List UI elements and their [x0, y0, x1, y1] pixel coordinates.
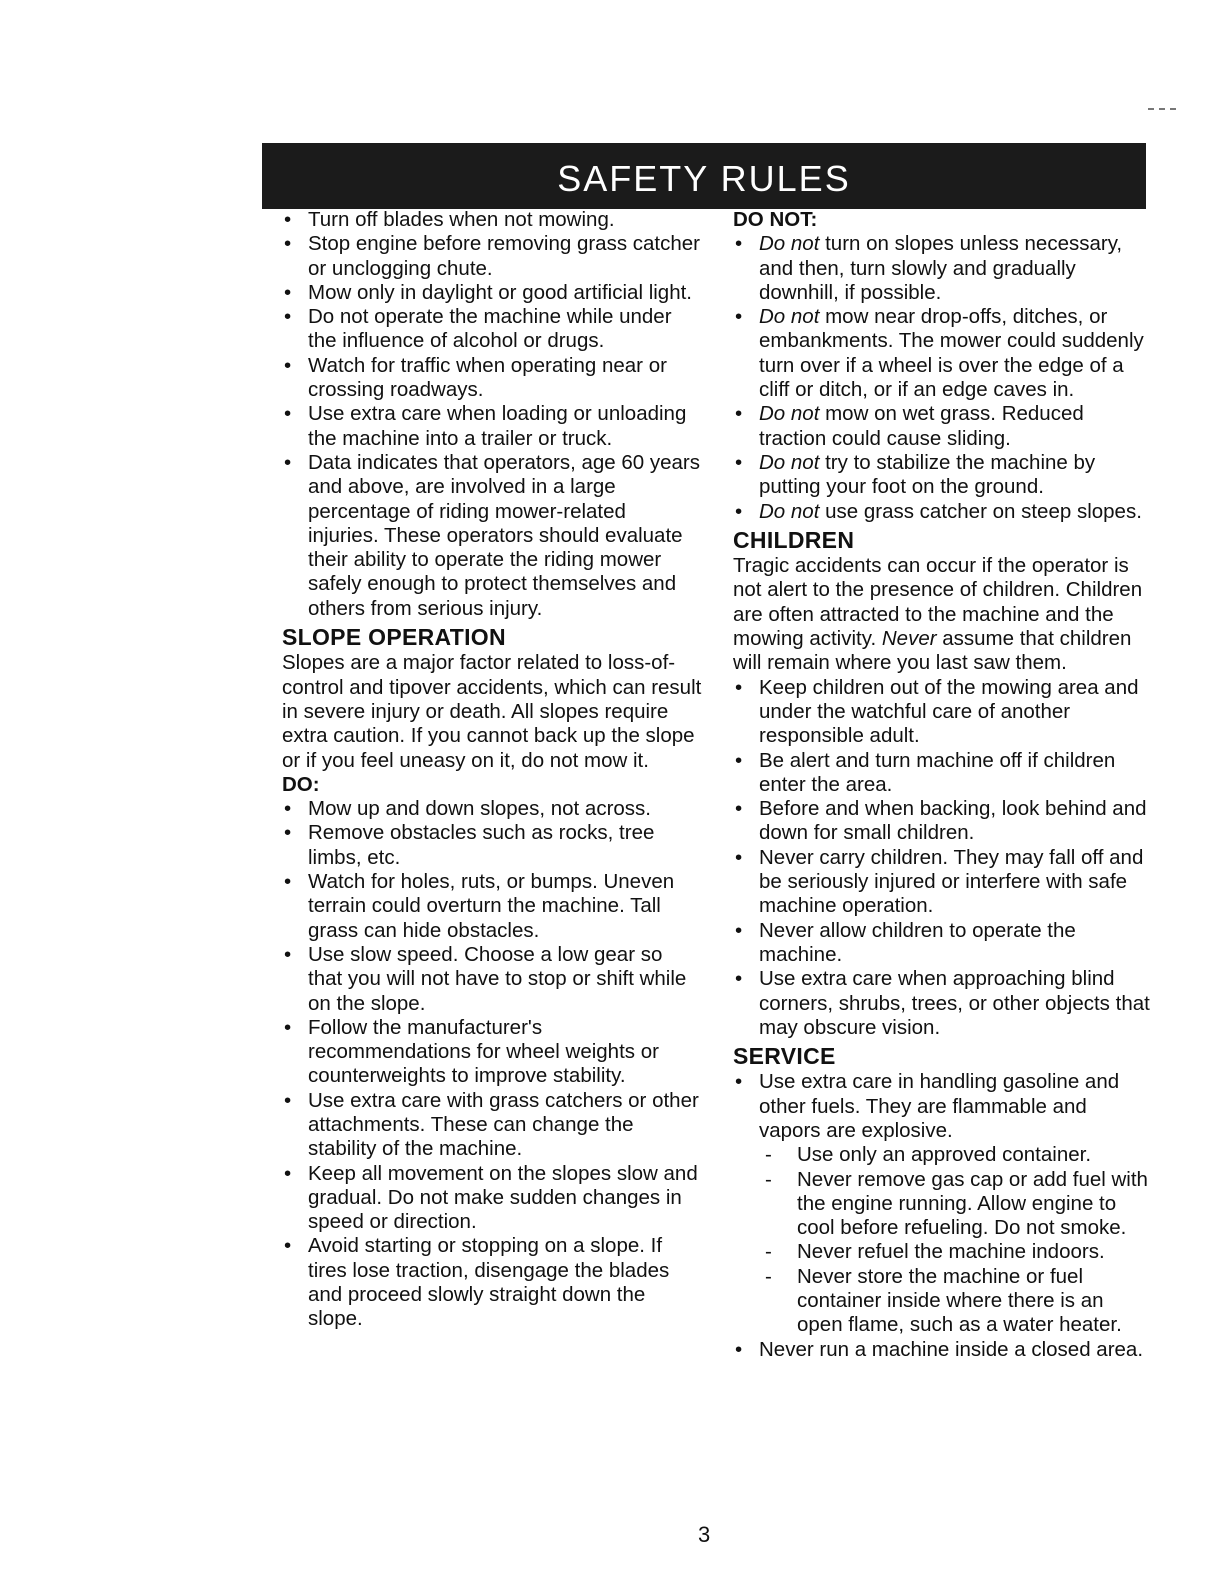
sub-list-item: - Never store the machine or fuel container inside where there is an open flame, such as a water heater. — [761, 1265, 1153, 1338]
do-list — [282, 797, 702, 1332]
right-column — [733, 208, 1153, 1362]
do-not-list — [733, 232, 1153, 524]
left-column — [282, 208, 702, 1332]
list-item: • Use extra care when approaching blind corners, shrubs, trees, or other objects that may obscure vision. — [733, 967, 1153, 1040]
do-heading: DO: — [282, 772, 320, 796]
children-intro-emphasis: Never — [881, 627, 937, 651]
list-item: • Turn off blades when not mowing. — [282, 208, 702, 232]
service-sublist — [761, 1143, 1153, 1337]
list-item: • Remove obstacles such as rocks, tree limbs, etc. — [282, 821, 702, 870]
list-item-text: try to stabilize the machine by putting your foot on the ground. — [759, 450, 1096, 499]
children-intro-text: Tragic accidents can occur if the operator is not alert to the presence of children. Children are often attracted to the machine and the mowing activity. — [733, 554, 1143, 651]
children-intro-text: assume that children will remain where you last saw them. — [733, 627, 1132, 675]
children-intro-paragraph — [733, 554, 1153, 675]
list-item: • Never run a machine inside a closed area. — [733, 1338, 1153, 1362]
list-item: • Avoid starting or stopping on a slope. If tires lose traction, disengage the blades and proceed slowly straight down the slope. — [282, 1234, 702, 1331]
list-item — [733, 305, 1153, 402]
children-heading: CHILDREN — [733, 526, 855, 553]
list-item-text: mow on wet grass. Reduced traction could cause sliding. — [759, 402, 1084, 450]
list-item: • Do not operate the machine while under the influence of alcohol or drugs. — [282, 305, 702, 354]
list-item: • Use slow speed. Choose a low gear so that you will not have to stop or shift while on the slope. — [282, 943, 702, 1016]
list-item: • Use extra care with grass catchers or other attachments. These can change the stability of the machine. — [282, 1089, 702, 1162]
list-item-text: Use extra care in handling gasoline and other fuels. They are flammable and vapors are explosive. — [759, 1070, 1120, 1142]
intro-list — [282, 208, 702, 621]
slope-intro-paragraph: Slopes are a major factor related to loss-of-control and tipover accidents, which can result in severe injury or death. All slopes require extra caution. If you cannot back up the slope or if you feel uneasy on it, do not mow it. — [282, 651, 702, 772]
sub-list-item: - Never refuel the machine indoors. — [761, 1240, 1153, 1264]
list-item: • Mow up and down slopes, not across. — [282, 797, 702, 821]
list-item — [733, 402, 1153, 451]
list-item: • Data indicates that operators, age 60 years and above, are involved in a large percentage of riding mower-related injuries. These operators should evaluate their ability to operate the riding mower safely enough to protect themselves and others from serious injury. — [282, 451, 702, 621]
list-item: • Never carry children. They may fall off and be seriously injured or interfere with safe machine operation. — [733, 846, 1153, 919]
do-not-heading: DO NOT: — [733, 208, 818, 231]
list-item: • Keep all movement on the slopes slow and gradual. Do not make sudden changes in speed or direction. — [282, 1162, 702, 1235]
do-not-prefix: Do not — [759, 232, 820, 256]
list-item: • Use extra care when loading or unloading the machine into a trailer or truck. — [282, 402, 702, 451]
service-list — [733, 1070, 1153, 1362]
list-item: • Keep children out of the mowing area and under the watchful care of another responsible adult. — [733, 676, 1153, 749]
list-item — [733, 500, 1153, 524]
list-item: • Follow the manufacturer's recommendations for wheel weights or counterweights to improve stability. — [282, 1016, 702, 1089]
scan-mark — [1148, 108, 1176, 110]
list-item: • Watch for holes, ruts, or bumps. Uneven terrain could overturn the machine. Tall grass can hide obstacles. — [282, 870, 702, 943]
service-heading: SERVICE — [733, 1043, 836, 1070]
do-not-prefix: Do not — [759, 305, 820, 329]
children-list — [733, 676, 1153, 1040]
list-item: • Watch for traffic when operating near or crossing roadways. — [282, 354, 702, 403]
section-banner — [262, 143, 1146, 209]
sub-list-item: - Never remove gas cap or add fuel with the engine running. Allow engine to cool before refueling. Do not smoke. — [761, 1168, 1153, 1241]
do-not-prefix: Do not — [759, 499, 820, 523]
page-number: 3 — [698, 1522, 711, 1547]
list-item-text: use grass catcher on steep slopes. — [819, 499, 1142, 523]
slope-operation-heading: SLOPE OPERATION — [282, 624, 506, 651]
banner-title: SAFETY RULES — [557, 158, 851, 199]
list-item — [733, 232, 1153, 305]
list-item: • Mow only in daylight or good artificial light. — [282, 281, 702, 305]
list-item — [733, 1070, 1153, 1337]
list-item-text: turn on slopes unless necessary, and then, turn slowly and gradually downhill, if possible. — [759, 232, 1123, 304]
list-item — [733, 451, 1153, 500]
list-item-text: mow near drop-offs, ditches, or embankments. The mower could suddenly turn over if a wheel is over the edge of a cliff or ditch, or if an edge caves in. — [759, 305, 1144, 402]
do-not-prefix: Do not — [759, 402, 820, 426]
do-not-prefix: Do not — [759, 450, 820, 474]
list-item: • Before and when backing, look behind and down for small children. — [733, 797, 1153, 846]
list-item: • Never allow children to operate the machine. — [733, 919, 1153, 968]
sub-list-item: - Use only an approved container. — [761, 1143, 1153, 1167]
list-item: • Stop engine before removing grass catcher or unclogging chute. — [282, 232, 702, 281]
list-item: • Be alert and turn machine off if children enter the area. — [733, 749, 1153, 798]
